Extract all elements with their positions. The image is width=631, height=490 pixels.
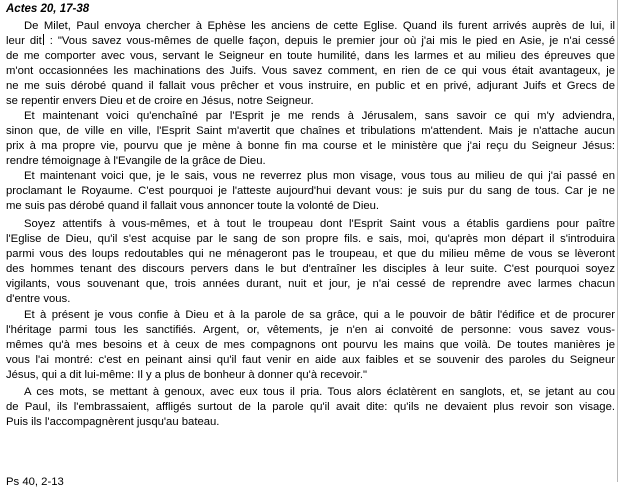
cursor-line-rest: : "Vous savez vous-mêmes de quelle façon, depuis le premier jour où j'ai mis le pied en Asie, je n'ai cessé xyxy=(44,35,615,47)
text-line[interactable]: proclamant le Royaume. C'est pourquoi je l'atteste aujourd'hui devant vous: je suis pur du sang de tous. Car je ne xyxy=(6,185,615,197)
text-line[interactable]: d'entre vous. xyxy=(6,293,71,305)
text-line[interactable]: se repentir envers Dieu et de croire en Jésus, notre Seigneur. xyxy=(6,95,314,107)
text-line[interactable]: De Milet, Paul envoya chercher à Ephèse les anciens de cette Eglise. Quand ils furent arrivés auprès de lui, il xyxy=(24,20,615,32)
text-line[interactable]: vigilants, vous souvenant que, trois années durant, nuit et jour, je n'ai cessé de reprendre avec larmes chacun xyxy=(6,278,615,290)
text-line[interactable]: parmi vous des loups redoutables qui ne ménageront pas le troupeau, et que du milieu même de vous se lèveront xyxy=(6,248,615,260)
text-line[interactable]: mêmes qu'à mes besoins et à ceux de mes compagnons ont pourvu les mains que voilà. De toutes manières je xyxy=(6,339,615,351)
text-line[interactable]: A ces mots, se mettant à genoux, avec eux tous il pria. Tous alors éclatèrent en sanglots, et, se jetant au cou xyxy=(24,386,615,398)
text-line[interactable]: Et maintenant voici qu'enchaîné par l'Esprit je me rends à Jérusalem, sans savoir ce qui m'y adviendra, xyxy=(24,110,615,122)
text-line[interactable]: Et maintenant voici que, je le sais, vous ne reverrez plus mon visage, vous tous au milieu de qui j'ai passé en xyxy=(24,170,615,182)
passage-heading: Actes 20, 17-38 xyxy=(6,3,90,15)
text-line[interactable] xyxy=(6,34,615,49)
cursor-line-prefix: leur dit xyxy=(6,35,42,47)
text-line[interactable]: des hommes tenant des discours pervers dans le but d'entraîner les disciples à leur suite. C'est pourquoi soyez xyxy=(6,263,615,275)
text-line[interactable]: me suis pas dérobé quand il fallait vous annoncer toute la volonté de Dieu. xyxy=(6,200,380,212)
text-line[interactable]: Soyez attentifs à vous-mêmes, et à tout le troupeau dont l'Esprit Saint vous a établis gardiens pour paître xyxy=(24,218,615,230)
text-line[interactable]: sinon que, de ville en ville, l'Esprit Saint m'avertit que chaînes et tribulations m'attendent. Mais je n'attache aucun xyxy=(6,125,615,137)
text-line[interactable]: rendre témoignage à l'Evangile de la grâce de Dieu. xyxy=(6,155,266,167)
page-edge-rule xyxy=(617,0,618,482)
text-line[interactable]: Jésus, qui a dit lui-même: Il y a plus de bonheur à donner qu'à recevoir." xyxy=(6,369,367,381)
text-line[interactable]: m'ont occasionnées les machinations des Juifs. Vous savez comment, en rien de ce qui vous était avantageux, je xyxy=(6,65,615,77)
text-cursor xyxy=(43,34,44,45)
text-line[interactable]: vous l'ai montré: c'est en peinant ainsi qu'il faut venir en aide aux faibles et se souvenir des paroles du Seigneur xyxy=(6,354,615,366)
text-line[interactable]: l'Eglise de Dieu, qu'il s'est acquise par le sang de son propre fils. e sais, moi, qu'après mon départ il s'introduira xyxy=(6,233,615,245)
next-heading-partial: Ps 40, 2-13 xyxy=(6,476,64,488)
text-line[interactable]: l'héritage parmi tous les sanctifiés. Argent, or, vêtements, je n'en ai convoité de personne: vous savez vous- xyxy=(6,324,615,336)
text-line[interactable]: Puis ils l'accompagnèrent jusqu'au bateau. xyxy=(6,416,220,428)
text-line[interactable]: de me comporter avec vous, servant le Seigneur en toute humilité, dans les larmes et au milieu des épreuves que xyxy=(6,50,615,62)
text-line[interactable]: ne me suis dérobé quand il fallait vous prêcher et vous instruire, en public et en privé, adjurant Juifs et Grecs de xyxy=(6,80,615,92)
text-line[interactable]: prix à ma propre vie, pourvu que je mène à bonne fin ma course et le ministère que j'ai reçu du Seigneur Jésus: xyxy=(6,140,615,152)
text-line[interactable]: Et à présent je vous confie à Dieu et à la parole de sa grâce, qui a le pouvoir de bâtir l'édifice et de procurer xyxy=(24,309,615,321)
text-line[interactable]: de Paul, ils l'embrassaient, affligés surtout de la parole qu'il avait dite: qu'ils ne devaient plus revoir son visage. xyxy=(6,401,615,413)
